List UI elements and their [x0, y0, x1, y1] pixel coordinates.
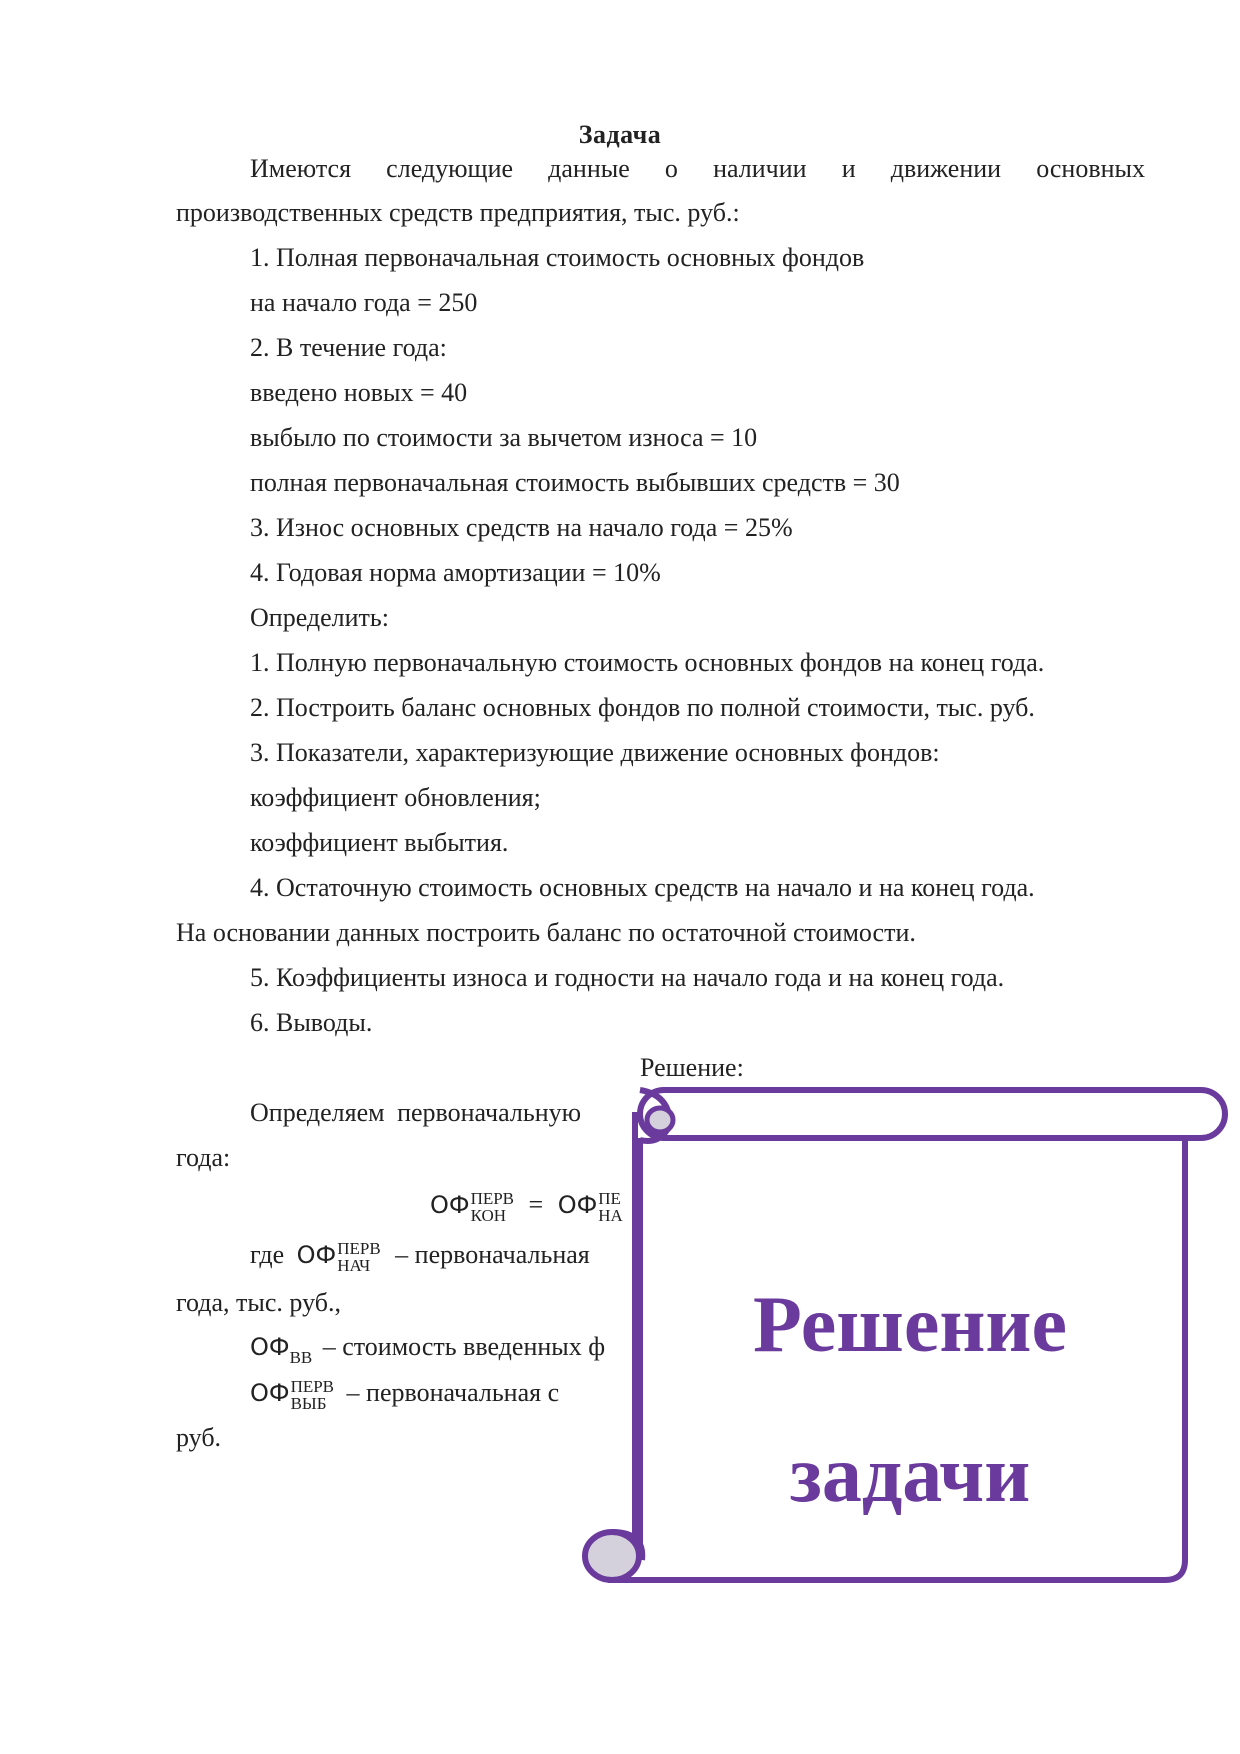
formula-lhs-sub: КОН: [470, 1206, 507, 1226]
stamp-text-line-2: задачи: [789, 1431, 1031, 1519]
list-item: 4. Остаточную стоимость основных средств на начало и на конец года.: [250, 873, 1035, 902]
formula-equals: =: [528, 1190, 544, 1219]
list-item: 5. Коэффициенты износа и годности на начало года и на конец года.: [250, 963, 1005, 992]
last-line: руб.: [176, 1423, 222, 1452]
vyb-text: – первоначальная с: [346, 1378, 560, 1407]
page-title: Задача: [578, 120, 662, 149]
formula-rhs-sub: НА: [598, 1206, 623, 1226]
where-symbol: ОФ: [296, 1241, 337, 1269]
formula-lhs-sup: ПЕРВ: [470, 1189, 515, 1209]
vv-sub: ВВ: [289, 1348, 313, 1367]
vyb-sup: ПЕРВ: [290, 1377, 335, 1397]
formula-rhs-symbol: ОФ: [557, 1191, 598, 1219]
solution-heading: Решение:: [640, 1053, 744, 1082]
list-item: коэффициент выбытия.: [250, 828, 509, 857]
vyb-symbol: ОФ: [250, 1379, 290, 1407]
list-item: 3. Износ основных средств на начало года = 25%: [250, 513, 793, 542]
list-item: введено новых = 40: [250, 378, 468, 407]
list-item: 2. В течение года:: [250, 333, 447, 362]
vv-text: – стоимость введенных ф: [322, 1332, 606, 1361]
list-item: 1. Полную первоначальную стоимость основных фондов на конец года.: [250, 648, 1045, 677]
list-item: 6. Выводы.: [250, 1008, 373, 1037]
list-item: коэффициент обновления;: [250, 783, 541, 812]
list-item: 2. Построить баланс основных фондов по полной стоимости, тыс. руб.: [250, 693, 1035, 722]
list-item: 4. Годовая норма амортизации = 10%: [250, 558, 661, 587]
list-item: на начало года = 250: [250, 288, 478, 317]
vv-symbol: ОФ: [250, 1333, 290, 1361]
stamp-text-line-1: Решение: [752, 1281, 1068, 1369]
list-item: На основании данных построить баланс по остаточной стоимости.: [176, 918, 916, 947]
intro-line-1: Имеются следующие данные о наличии и движении основных: [250, 154, 1145, 183]
solution-line-1: Определяем первоначальную: [250, 1098, 582, 1127]
where-sub: НАЧ: [337, 1256, 371, 1276]
list-item: выбыло по стоимости за вычетом износа = 10: [250, 423, 758, 452]
where-sup: ПЕРВ: [337, 1239, 381, 1259]
list-item: 1. Полная первоначальная стоимость основных фондов: [250, 243, 865, 272]
where-text: – первоначальная: [395, 1240, 590, 1269]
where-prefix: где: [250, 1240, 285, 1269]
list-item: полная первоначальная стоимость выбывших средств = 30: [250, 468, 900, 497]
formula-rhs-sup: ПЕ: [598, 1189, 621, 1209]
list-item: 3. Показатели, характеризующие движение основных фондов:: [250, 738, 940, 767]
list-item: Определить:: [250, 603, 389, 632]
formula-lhs-symbol: ОФ: [430, 1191, 470, 1219]
vyb-sub: ВЫБ: [290, 1394, 327, 1414]
where-line-2: года, тыс. руб.,: [176, 1288, 341, 1317]
solution-line-2: года:: [176, 1143, 231, 1172]
intro-line-2: производственных средств предприятия, тыс. руб.:: [176, 198, 740, 227]
